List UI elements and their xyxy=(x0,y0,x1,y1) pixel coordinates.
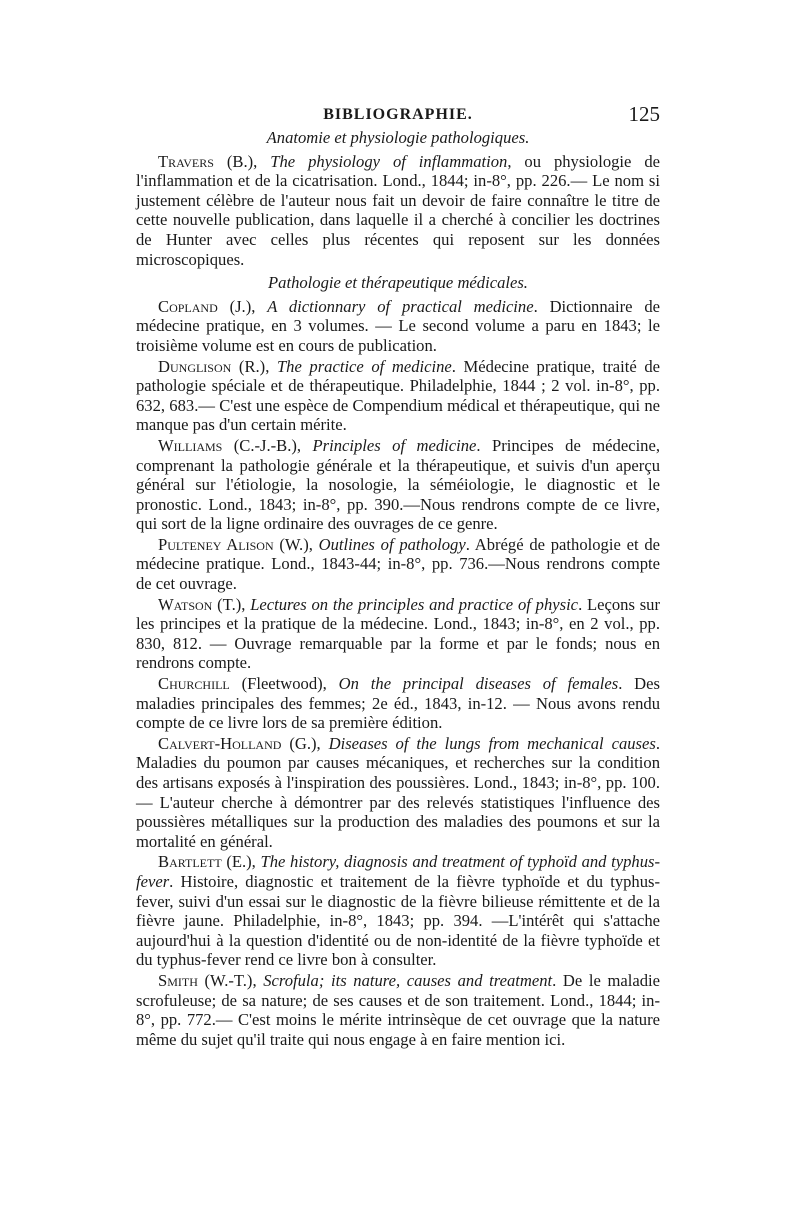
bibliography-entry xyxy=(136,436,660,534)
entry-title: Outlines of pathology xyxy=(318,534,466,554)
entry-text: . Abrégé de pathologie et de médecine pratique. Lond., 1843-44; in-8°, pp. 736.—Nous rendrons compte de cet ouvrage. xyxy=(136,534,660,594)
entry-title: The practice of medicine xyxy=(276,356,452,376)
entry-initials: (E.), xyxy=(221,852,261,872)
entry-text: . Histoire, diagnostic et traitement de la fièvre typhoïde et du typhus-fever, suivi d'un essai sur le diagnostic de la fièvre bilieuse rémittente et de la fièvre jaune. Philadelphie, in-8°, 1843; pp. 394. —L'intérêt qui s'attache aujourd'hui à la question d'identité ou de non-identité de la fièvre typhoïde et du typhus-fever rend ce livre bon à consulter. xyxy=(136,871,660,970)
entry-initials: (Fleetwood), xyxy=(229,674,339,694)
bibliography-entry xyxy=(136,971,660,1049)
entry-text: . Principes de médecine, comprenant la pathologie générale et la thérapeutique, et suivis d'un aperçu général sur l'étiologie, la nosologie, la séméiologie, le diagnostic et le pronostic. Lond., 1843; in-8°, pp. 390.—Nous rendrons compte de ce livre, qui sort de la ligne ordinaire des ouvrages de ce genre. xyxy=(136,435,660,534)
bibliography-entry xyxy=(136,357,660,435)
section-heading: Anatomie et physiologie pathologiques. xyxy=(266,128,530,147)
entry-text: . De le maladie scrofuleuse; de sa nature; de ses causes et de son traitement. Lond., 1844; in-8°, pp. 772.— C'est moins le mérite intrinsèque de cet ouvrage que la nature même du sujet qu'il traite qui nous engage à en faire mention ici. xyxy=(136,970,660,1049)
entry-author: Pulteney Alison xyxy=(158,534,274,554)
entry-initials: (B.), xyxy=(213,151,271,171)
bibliography-entry xyxy=(136,535,660,594)
entry-text: . Des maladies principales des femmes; 2e éd., 1843, in-12. — Nous avons rendu compte de ce livre lors de sa première édition. xyxy=(136,674,660,733)
entry-title: On the principal diseases of females xyxy=(338,674,619,694)
bibliography-entry xyxy=(136,152,660,270)
entry-author: Copland xyxy=(158,296,218,316)
entry-author: Bartlett xyxy=(158,852,222,872)
entry-initials: (J.), xyxy=(217,296,268,316)
entry-author: Smith xyxy=(158,970,198,990)
entry-initials: (W.-T.), xyxy=(197,970,264,990)
entry-text: . Maladies du poumon par causes mécaniques, et recherches sur la condition des artisans exposés à l'inspiration des poussières. Lond., 1843; in-8°, pp. 100. — L'auteur cherche à démontrer par des relevés statistiques l'influence des poussières métalliques sur la production des maladies des poumons et sur la mortalité en général. xyxy=(136,733,660,851)
entry-initials: (W.), xyxy=(273,534,319,554)
entry-author: Travers xyxy=(158,151,214,171)
entry-title: Lectures on the principles and practice of physic xyxy=(250,594,579,614)
entry-title: A dictionnary of practical medicine xyxy=(267,296,534,316)
page-number: 125 xyxy=(628,102,660,126)
entry-text: . Médecine pratique, traité de pathologie spéciale et de thérapeutique. Philadelphie, 1844 ; 2 vol. in-8°, pp. 632, 683.— C'est une espèce de Compendium médical et thérapeutique, qui ne manque pas d'un certain mérite. xyxy=(136,356,660,435)
entry-author: Williams xyxy=(158,435,223,455)
page-text xyxy=(136,126,660,1049)
entry-title: Scrofula; its nature, causes and treatment xyxy=(263,970,553,990)
entry-text: . Dictionnaire de médecine pratique, en 3 volumes. — Le second volume a paru en 1843; le troisième volume est en cours de publication. xyxy=(136,296,660,355)
entry-author: Churchill xyxy=(158,674,230,694)
entry-initials: (C.-J.-B.), xyxy=(222,435,313,455)
entry-author: Watson xyxy=(158,594,213,614)
entry-initials: (R.), xyxy=(231,356,277,376)
bibliography-entry xyxy=(136,595,660,673)
running-title: BIBLIOGRAPHIE. xyxy=(323,106,473,123)
entry-title: The physiology of inflammation xyxy=(270,151,508,171)
entry-author: Calvert-Holland xyxy=(158,733,282,753)
bibliography-entry xyxy=(136,297,660,356)
entry-author: Dunglison xyxy=(158,356,232,376)
entry-text: , ou physiologie de l'inflammation et de la cicatrisation. Lond., 1844; in-8°, pp. 226.— Le nom si justement célèbre de l'auteur nous fait un devoir de faire connaître le titre de cette nouvelle publication, dans laquelle il a cherché à concilier les doctrines de Hunter avec celles plus récentes qui reposent sur les données microscopiques. xyxy=(136,151,660,269)
entry-title: The history, diagnosis and treatment of typhoïd and typhus-fever xyxy=(136,852,660,891)
entry-text: . Leçons sur les principes et la pratique de la médecine. Lond., 1843; in-8°, en 2 vol., pp. 830, 812. — Ouvrage remarquable par la forme et par le fonds; nous en rendrons compte. xyxy=(136,594,660,673)
bibliography-entry xyxy=(136,674,660,733)
entry-title: Principles of medicine xyxy=(312,435,477,455)
bibliography-entry xyxy=(136,852,660,970)
entry-title: Diseases of the lungs from mechanical causes xyxy=(328,733,656,753)
bibliography-entry xyxy=(136,734,660,852)
entry-initials: (T.), xyxy=(212,594,251,614)
section-heading: Pathologie et thérapeutique médicales. xyxy=(268,273,528,293)
entry-initials: (G.), xyxy=(281,733,329,753)
